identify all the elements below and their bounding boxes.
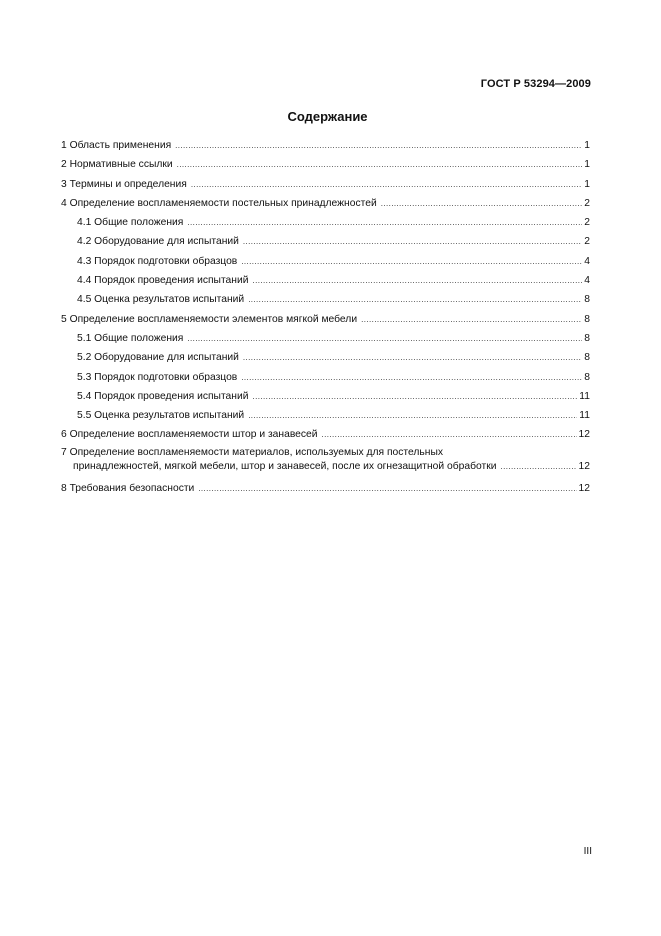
toc-entry-7-wrap [61, 447, 590, 474]
toc-entry-5-5[interactable] [61, 408, 590, 421]
page-number: III [583, 846, 592, 857]
toc-entry-label: 5.4 Порядок проведения испытаний [77, 390, 249, 402]
toc-entry-page: 1 [584, 178, 590, 190]
toc-entry-label: 5.3 Порядок подготовки образцов [77, 371, 238, 383]
leader-dots [175, 138, 582, 151]
toc-entry-5-4[interactable] [61, 389, 590, 402]
toc-entry-page: 8 [584, 352, 590, 364]
toc-entry-page: 11 [579, 410, 590, 422]
leader-dots [241, 254, 582, 267]
toc-entry-page: 12 [578, 461, 590, 473]
toc-entry-label: 2 Нормативные ссылки [61, 159, 173, 171]
toc-entry-label-line1: 7 Определение воспламеняемости материалов, используемых для постельных [61, 446, 444, 458]
toc-entry-label: 5.2 Оборудование для испытаний [77, 352, 239, 364]
leader-dots [187, 215, 582, 228]
document-code: ГОСТ Р 53294—2009 [480, 78, 591, 90]
leader-dots [322, 427, 577, 440]
toc-entry-1[interactable] [61, 138, 590, 151]
toc-entry-page: 4 [584, 255, 590, 267]
toc-entry-page: 2 [584, 217, 590, 229]
toc-entry-label: 6 Определение воспламеняемости штор и занавесей [61, 429, 318, 441]
leader-dots [187, 331, 582, 344]
toc-entry-4-4[interactable] [61, 273, 590, 286]
toc-entry-page: 8 [584, 313, 590, 325]
toc-entry-label: 5.1 Общие положения [77, 332, 184, 344]
leader-dots [361, 312, 582, 325]
toc-entry-5-1[interactable] [61, 331, 590, 344]
toc-entry-4[interactable] [61, 196, 590, 209]
leader-dots [241, 370, 582, 383]
leader-dots [243, 234, 582, 247]
toc-entry-label: 5.5 Оценка результатов испытаний [77, 410, 245, 422]
toc-entry-page: 12 [578, 482, 590, 494]
toc-entry-label: 8 Требования безопасности [61, 482, 195, 494]
leader-dots [500, 459, 576, 472]
toc-entry-page: 2 [584, 236, 590, 248]
leader-dots [177, 157, 583, 170]
toc-entry-4-5[interactable] [61, 292, 590, 305]
leader-dots [198, 481, 576, 494]
toc-entry-page: 11 [579, 390, 590, 402]
toc-entry-label: 5 Определение воспламеняемости элементов мягкой мебели [61, 313, 358, 325]
toc-entry-4-3[interactable] [61, 254, 590, 267]
toc-title [0, 109, 661, 124]
toc-entry-page: 1 [584, 159, 590, 171]
toc-entry-8[interactable] [61, 481, 590, 494]
toc-entry-label: 4.5 Оценка результатов испытаний [77, 294, 245, 306]
toc-entry-label: 4.2 Оборудование для испытаний [77, 236, 239, 248]
toc-entry-page: 4 [584, 275, 590, 287]
leader-dots [252, 389, 577, 402]
toc-entry-5-3[interactable] [61, 370, 590, 383]
toc-entry-label: 3 Термины и определения [61, 178, 187, 190]
toc-entry-page: 8 [584, 332, 590, 344]
leader-dots [248, 292, 582, 305]
toc-entry-3[interactable] [61, 177, 590, 190]
toc-entry-label: 4 Определение воспламеняемости постельных принадлежностей [61, 197, 377, 209]
toc-entry-4-1[interactable] [61, 215, 590, 228]
toc-entry-7[interactable] [61, 447, 590, 474]
toc-entry-page: 1 [584, 140, 590, 151]
toc-entry-label-line2: принадлежностей, мягкой мебели, штор и занавесей, после их огнезащитной обработки [73, 461, 497, 473]
toc-entry-label-line2-row [61, 459, 590, 474]
toc-entry-6[interactable] [61, 427, 590, 440]
toc-entry-label: 1 Область применения [61, 140, 172, 151]
leader-dots [248, 408, 577, 421]
toc-entry-page: 8 [584, 294, 590, 306]
toc-entry-page: 8 [584, 371, 590, 383]
leader-dots [191, 177, 582, 190]
toc-entry-4-2[interactable] [61, 234, 590, 247]
toc-entry-page: 2 [584, 197, 590, 209]
toc-entry-label: 4.1 Общие положения [77, 217, 184, 229]
table-of-contents [61, 138, 590, 500]
toc-entry-label: 4.3 Порядок подготовки образцов [77, 255, 238, 267]
leader-dots [252, 273, 582, 286]
toc-title-text: Содержание [287, 109, 368, 124]
toc-entry-page: 12 [578, 429, 590, 441]
toc-entry-2[interactable] [61, 157, 590, 170]
leader-dots [381, 196, 583, 209]
toc-entry-5[interactable] [61, 312, 590, 325]
toc-entry-5-2[interactable] [61, 350, 590, 363]
leader-dots [243, 350, 582, 363]
toc-entry-label: 4.4 Порядок проведения испытаний [77, 275, 249, 287]
